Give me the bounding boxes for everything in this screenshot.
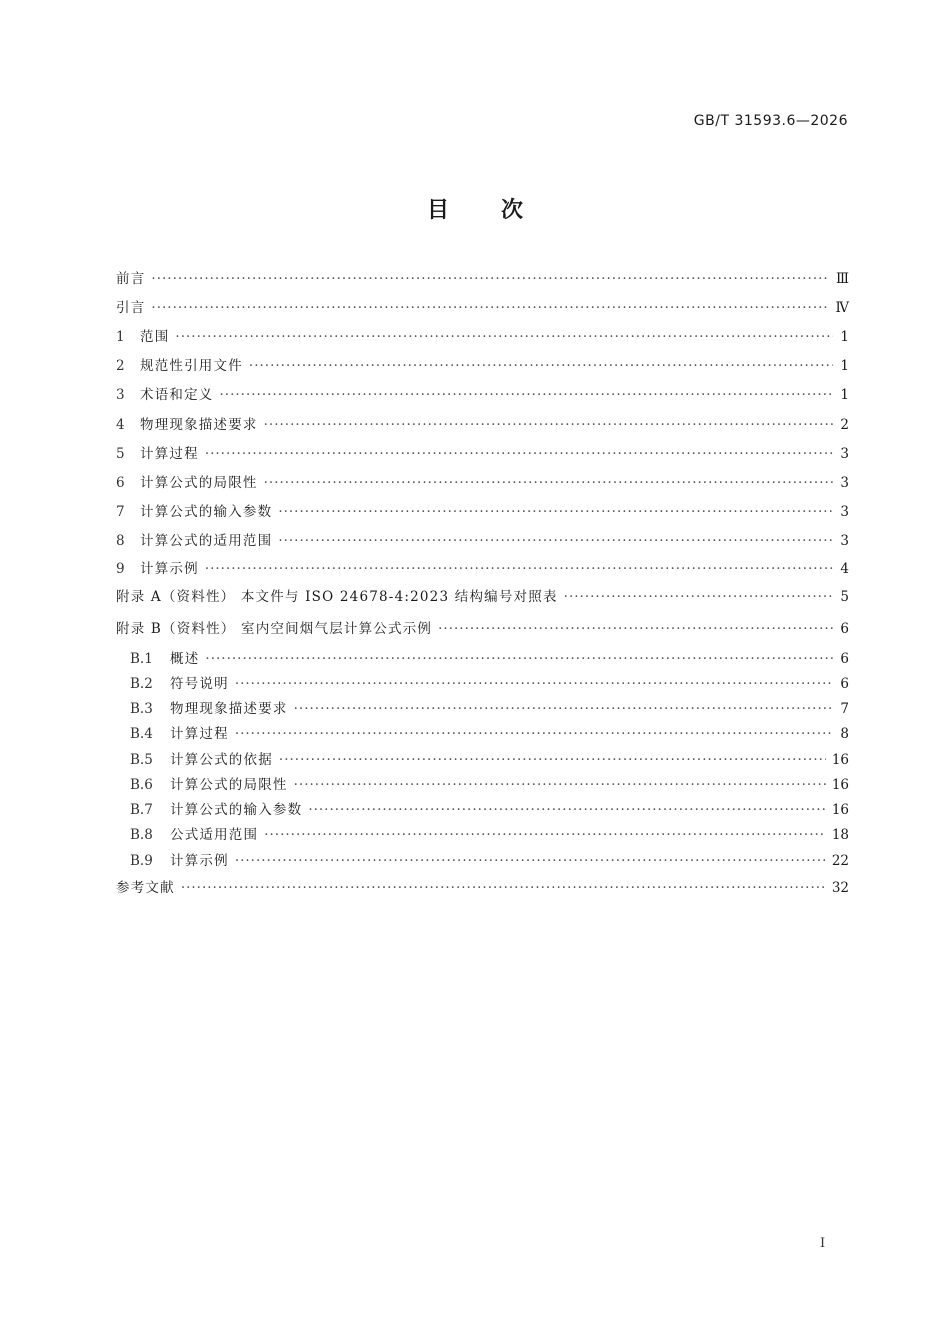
toc-entry-page: 1: [840, 387, 849, 403]
toc-entry-number: 7: [116, 504, 125, 520]
toc-entry-label: 计算示例: [140, 561, 199, 577]
toc-entry[interactable]: [116, 588, 849, 606]
toc-entry-label: 规范性引用文件: [140, 358, 243, 374]
leader-dots: [564, 588, 833, 606]
toc-entry-page: 16: [831, 752, 849, 768]
toc-entry[interactable]: [116, 532, 849, 550]
toc-entry-label: 范围: [140, 329, 170, 345]
toc-entry[interactable]: [116, 270, 849, 288]
toc-entry-page: 4: [840, 561, 849, 577]
toc-entry[interactable]: [116, 751, 849, 769]
toc-entry[interactable]: [116, 503, 849, 521]
toc-entry-page: 6: [840, 651, 849, 667]
leader-dots: [205, 445, 833, 463]
toc-entry-page: 5: [840, 589, 849, 605]
toc-entry-number: 4: [116, 417, 125, 433]
toc-entry-label: 计算过程: [170, 726, 229, 742]
toc-entry-number: 8: [116, 533, 125, 549]
toc-entry-number: B.8: [130, 827, 153, 843]
toc-entry-page: 3: [840, 533, 849, 549]
toc-entry-label: 计算公式的依据: [170, 752, 273, 768]
toc-entry-page: Ⅳ: [835, 300, 849, 316]
page-number: I: [820, 1236, 826, 1251]
toc-entry[interactable]: [116, 620, 849, 638]
toc-entry-label: 前言: [116, 271, 146, 287]
toc-entry[interactable]: [116, 700, 849, 718]
toc-entry[interactable]: [116, 879, 849, 897]
leader-dots: [205, 560, 833, 578]
toc-entry-label: 参考文献: [116, 880, 175, 896]
toc-entry-number: B.6: [130, 777, 153, 793]
toc-entry-label: 符号说明: [170, 676, 229, 692]
toc-entry-label: 概述: [170, 651, 200, 667]
toc-entry-page: 6: [840, 621, 849, 637]
toc-entry-page: 8: [840, 726, 849, 742]
toc-entry-page: 3: [840, 446, 849, 462]
toc-entry-page: 18: [831, 827, 849, 843]
leader-dots: [249, 357, 833, 375]
leader-dots: [235, 725, 833, 743]
leader-dots: [438, 620, 833, 638]
toc-entry-label: 附录 B（资料性） 室内空间烟气层计算公式示例: [116, 621, 433, 637]
toc-entry-number: B.3: [130, 701, 153, 717]
toc-entry-page: 16: [831, 802, 849, 818]
toc-entry-label: 术语和定义: [140, 387, 214, 403]
leader-dots: [294, 776, 826, 794]
toc-entry-page: 1: [840, 329, 849, 345]
leader-dots: [294, 700, 833, 718]
toc-entry-page: 1: [840, 358, 849, 374]
leader-dots: [205, 650, 833, 668]
toc-entry-number: 9: [116, 561, 125, 577]
leader-dots: [279, 751, 826, 769]
leader-dots: [220, 386, 834, 404]
toc-entry[interactable]: [116, 474, 849, 492]
leader-dots: [235, 852, 826, 870]
toc-entry-number: B.4: [130, 726, 153, 742]
toc-entry-page: 6: [840, 676, 849, 692]
leader-dots: [151, 299, 829, 317]
toc-entry-number: B.1: [130, 651, 153, 667]
toc-entry-page: 3: [840, 475, 849, 491]
document-code: GB/T 31593.6—2026: [693, 113, 848, 129]
toc-entry[interactable]: [116, 328, 849, 346]
toc-entry-label: 计算公式的局限性: [140, 475, 258, 491]
toc-entry-page: Ⅲ: [835, 271, 849, 287]
toc-entry[interactable]: [116, 416, 849, 434]
toc-entry-label: 物理现象描述要求: [170, 701, 288, 717]
toc-entry[interactable]: [116, 725, 849, 743]
toc-entry-label: 物理现象描述要求: [140, 417, 258, 433]
toc-entry[interactable]: [116, 445, 849, 463]
toc-entry-label: 计算过程: [140, 446, 199, 462]
toc-entry-label: 计算公式的适用范围: [140, 533, 273, 549]
toc-entry[interactable]: [116, 826, 849, 844]
toc-entry-number: 6: [116, 475, 125, 491]
leader-dots: [264, 474, 833, 492]
leader-dots: [175, 328, 833, 346]
toc-entry-number: B.5: [130, 752, 153, 768]
toc-entry-number: B.9: [130, 853, 153, 869]
toc-entry-label: 计算公式的局限性: [170, 777, 288, 793]
toc-entry-label: 公式适用范围: [170, 827, 259, 843]
toc-entry-number: 3: [116, 387, 125, 403]
leader-dots: [264, 826, 826, 844]
leader-dots: [278, 532, 833, 550]
toc-entry-label: 引言: [116, 300, 146, 316]
toc-entry[interactable]: [116, 386, 849, 404]
toc-entry-page: 22: [831, 853, 849, 869]
toc-entry-number: B.7: [130, 802, 153, 818]
leader-dots: [151, 270, 830, 288]
toc-entry[interactable]: [116, 852, 849, 870]
toc-entry[interactable]: [116, 801, 849, 819]
toc-entry[interactable]: [116, 560, 849, 578]
toc-title: 目次: [426, 197, 575, 223]
toc-entry-page: 32: [831, 880, 849, 896]
leader-dots: [235, 675, 833, 693]
leader-dots: [278, 503, 833, 521]
toc-entry-label: 计算公式的输入参数: [170, 802, 303, 818]
toc-entry-number: 2: [116, 358, 125, 374]
toc-entry-number: 5: [116, 446, 125, 462]
toc-entry-page: 2: [840, 417, 849, 433]
toc-entry[interactable]: [116, 650, 849, 668]
toc-entry-label: 计算示例: [170, 853, 229, 869]
toc-entry-label: 计算公式的输入参数: [140, 504, 273, 520]
leader-dots: [264, 416, 833, 434]
toc-entry-page: 16: [831, 777, 849, 793]
toc-entry[interactable]: [116, 299, 849, 317]
toc-entry-page: 3: [840, 504, 849, 520]
toc-entry[interactable]: [116, 675, 849, 693]
leader-dots: [181, 879, 826, 897]
toc-entry-page: 7: [840, 701, 849, 717]
toc-entry-number: 1: [116, 329, 125, 345]
toc-entry-number: B.2: [130, 676, 153, 692]
toc-entry[interactable]: [116, 357, 849, 375]
toc-entry-label: 附录 A（资料性） 本文件与 ISO 24678-4:2023 结构编号对照表: [116, 589, 558, 605]
leader-dots: [308, 801, 826, 819]
toc-entry[interactable]: [116, 776, 849, 794]
